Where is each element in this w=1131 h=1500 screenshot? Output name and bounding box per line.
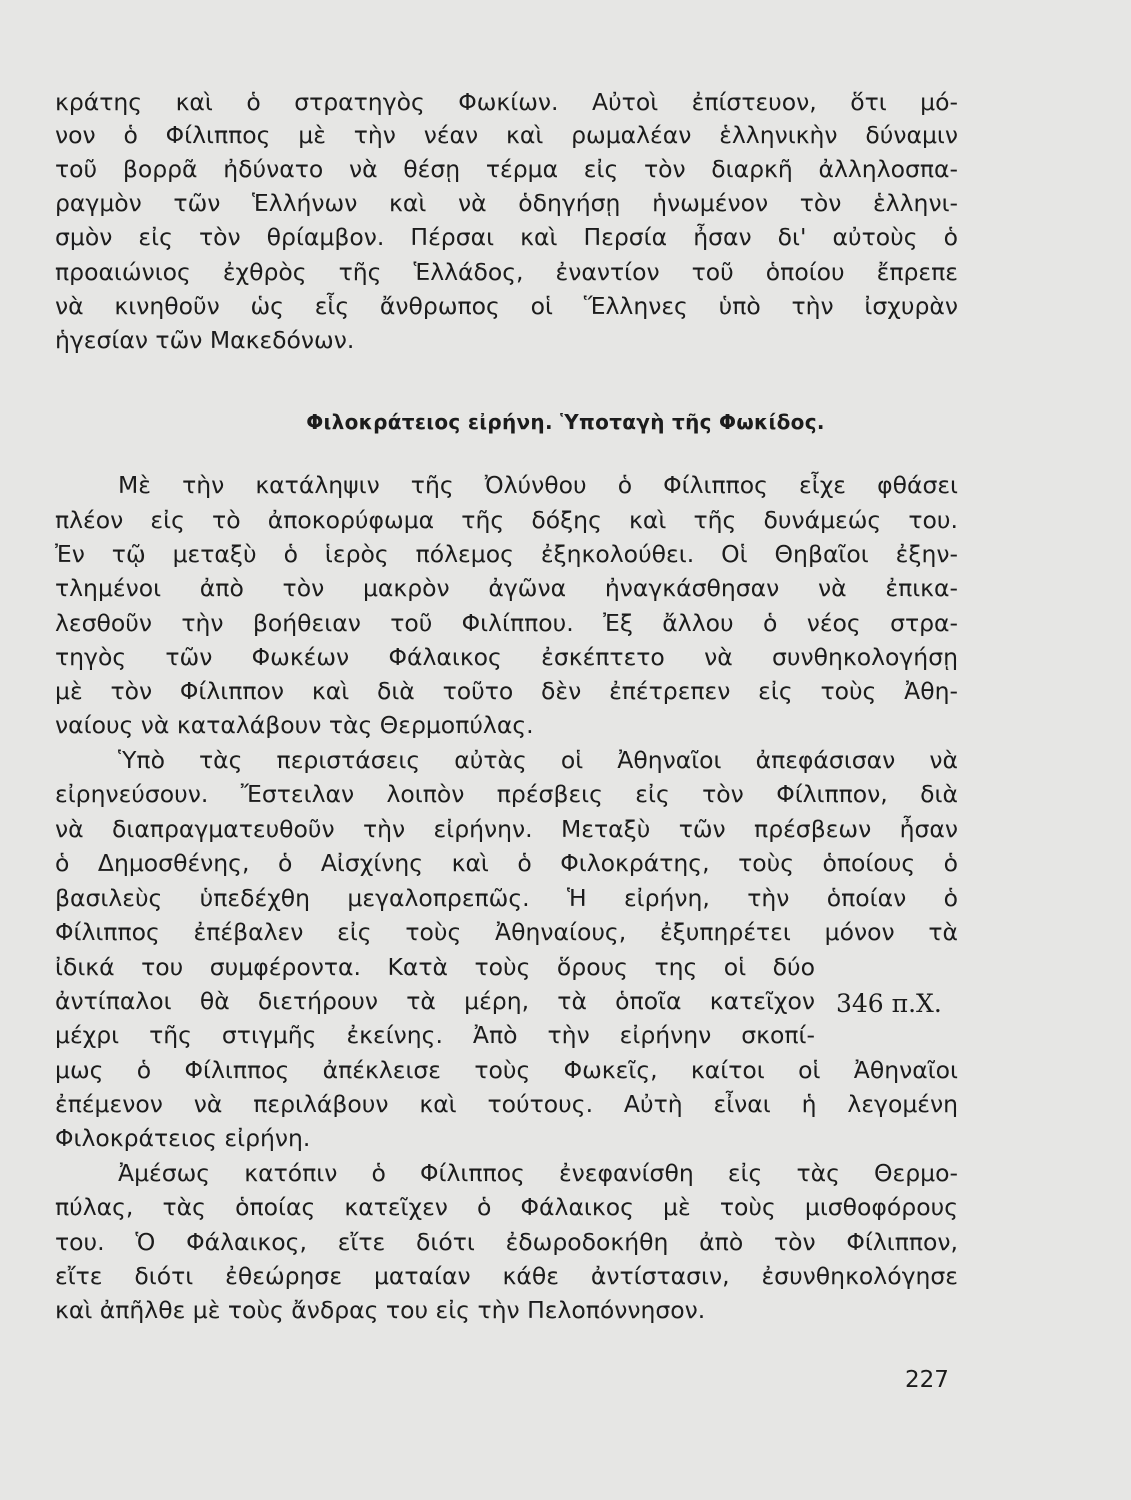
text-line: ἐπέμενον νὰ περιλάβουν καὶ τούτους. Αὐτὴ εἶναι ἡ λεγομένη bbox=[55, 1090, 958, 1118]
text-line: ραγμὸν τῶν Ἑλλήνων καὶ νὰ ὁδηγήσῃ ἡνωμένον τὸν ἑλληνι- bbox=[55, 189, 958, 217]
text-line: μὲ τὸν Φίλιππον καὶ διὰ τοῦτο δὲν ἐπέτρεπεν εἰς τοὺς Ἀθη- bbox=[55, 677, 958, 705]
text-line: ναίους νὰ καταλάβουν τὰς Θερμοπύλας. bbox=[55, 711, 534, 739]
text-line: Μὲ τὴν κατάληψιν τῆς Ὀλύνθου ὁ Φίλιππος εἶχε φθάσει bbox=[118, 471, 958, 499]
page-number: 227 bbox=[905, 1367, 949, 1393]
text-line: ὁ Δημοσθένης, ὁ Αἰσχίνης καὶ ὁ Φιλοκράτης, τοὺς ὁποίους ὁ bbox=[55, 849, 958, 877]
text-line: πλέον εἰς τὸ ἀποκορύφωμα τῆς δόξης καὶ τῆς δυνάμεώς του. bbox=[55, 506, 958, 534]
text-line: πύλας, τὰς ὁποίας κατεῖχεν ὁ Φάλαικος μὲ τοὺς μισθοφόρους bbox=[55, 1193, 958, 1221]
text-line: λεσθοῦν τὴν βοήθειαν τοῦ Φιλίππου. Ἐξ ἄλλου ὁ νέος στρα- bbox=[55, 609, 958, 637]
text-line: βασιλεὺς ὑπεδέχθη μεγαλοπρεπῶς. Ἡ εἰρήνη, τὴν ὁποίαν ὁ bbox=[55, 884, 958, 912]
text-line: νὰ κινηθοῦν ὡς εἷς ἄνθρωπος οἱ Ἕλληνες ὑπὸ τὴν ἰσχυρὰν bbox=[55, 292, 958, 320]
text-line: ἡγεσίαν τῶν Μακεδόνων. bbox=[55, 326, 355, 354]
text-line: σμὸν εἰς τὸν θρίαμβον. Πέρσαι καὶ Περσία ἦσαν δι' αὐτοὺς ὁ bbox=[55, 223, 958, 251]
text-line: Ὑπὸ τὰς περιστάσεις αὐτὰς οἱ Ἀθηναῖοι ἀπεφάσισαν νὰ bbox=[118, 746, 958, 774]
text-line: εἴτε διότι ἐθεώρησε ματαίαν κάθε ἀντίστασιν, ἐσυνθηκολόγησε bbox=[55, 1262, 958, 1290]
text-line: ἀντίπαλοι θὰ διετήρουν τὰ μέρη, τὰ ὁποῖα κατεῖχον bbox=[55, 987, 815, 1015]
margin-date-note: 346 π.Χ. bbox=[836, 989, 942, 1018]
text-line: τηγὸς τῶν Φωκέων Φάλαικος ἐσκέπτετο νὰ συνθηκολογήσῃ bbox=[55, 643, 958, 671]
text-line: Ἐν τῷ μεταξὺ ὁ ἱερὸς πόλεμος ἐξηκολούθει. Οἱ Θηβαῖοι ἐξην- bbox=[55, 540, 958, 568]
text-line: εἰρηνεύσουν. Ἔστειλαν λοιπὸν πρέσβεις εἰς τὸν Φίλιππον, διὰ bbox=[55, 780, 958, 808]
text-line: Φίλιππος ἐπέβαλεν εἰς τοὺς Ἀθηναίους, ἐξυπηρέτει μόνον τὰ bbox=[55, 918, 958, 946]
text-line: μέχρι τῆς στιγμῆς ἐκείνης. Ἀπὸ τὴν εἰρήνην σκοπί- bbox=[55, 1021, 815, 1049]
text-line: νὰ διαπραγματευθοῦν τὴν εἰρήνην. Μεταξὺ τῶν πρέσβεων ἦσαν bbox=[55, 815, 958, 843]
text-line: τοῦ βορρᾶ ἠδύνατο νὰ θέσῃ τέρμα εἰς τὸν διαρκῆ ἀλληλοσπα- bbox=[55, 155, 958, 183]
text-line: νον ὁ Φίλιππος μὲ τὴν νέαν καὶ ρωμαλέαν ἑλληνικὴν δύναμιν bbox=[55, 121, 958, 149]
text-line: μως ὁ Φίλιππος ἀπέκλεισε τοὺς Φωκεῖς, καίτοι οἱ Ἀθηναῖοι bbox=[55, 1056, 958, 1084]
text-line: Φιλοκράτειος εἰρήνη. bbox=[55, 1124, 311, 1152]
text-line: του. Ὁ Φάλαικος, εἴτε διότι ἐδωροδοκήθη ἀπὸ τὸν Φίλιππον, bbox=[55, 1228, 958, 1256]
text-line: ἰδικά του συμφέροντα. Κατὰ τοὺς ὅρους της οἱ δύο bbox=[55, 953, 815, 981]
text-line: τλημένοι ἀπὸ τὸν μακρὸν ἀγῶνα ἠναγκάσθησαν νὰ ἐπικα- bbox=[55, 574, 958, 602]
text-line: καὶ ἀπῆλθε μὲ τοὺς ἄνδρας του εἰς τὴν Πελοπόννησον. bbox=[55, 1296, 706, 1324]
section-heading: Φιλοκράτειος εἰρήνη. Ὑποταγὴ τῆς Φωκίδος. bbox=[306, 410, 825, 434]
text-line: Ἀμέσως κατόπιν ὁ Φίλιππος ἐνεφανίσθη εἰς τὰς Θερμο- bbox=[118, 1159, 958, 1187]
text-line: προαιώνιος ἐχθρὸς τῆς Ἑλλάδος, ἐναντίον τοῦ ὁποίου ἔπρεπε bbox=[55, 258, 958, 286]
text-line: κράτης καὶ ὁ στρατηγὸς Φωκίων. Αὐτοὶ ἐπίστευον, ὅτι μό- bbox=[55, 88, 958, 116]
